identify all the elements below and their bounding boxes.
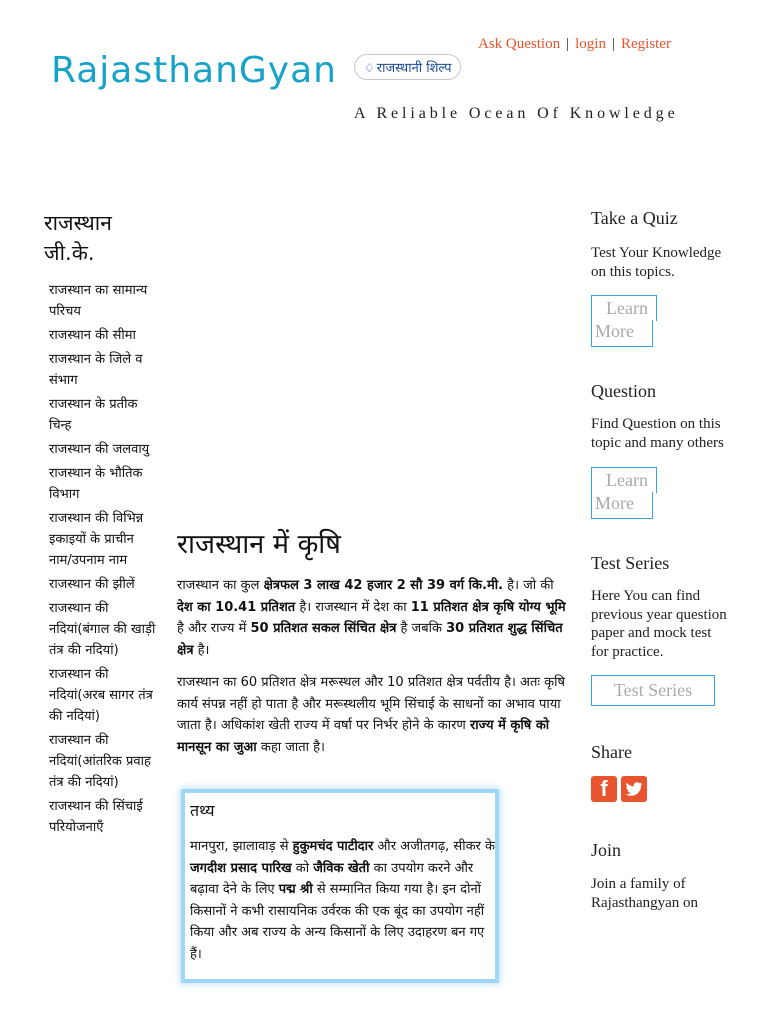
- category-tag[interactable]: [354, 54, 461, 80]
- topic-item[interactable]: राजस्थान की विभिन्न इकाइयों के प्राचीन नाम/उपनाम नाम: [49, 511, 144, 568]
- fact-title: तथ्य: [190, 801, 215, 820]
- category-tag-label: राजस्थानी शिल्प: [376, 61, 452, 76]
- tag-icon: ♢: [364, 61, 375, 75]
- fact-text: मानपुरा, झालावाड़ से हुकुमचंद पाटीदार और अजीतगढ़, सीकर के जगदीश प्रसाद पारिख को जैविक खेती का उपयोग करने और बढ़ावा देने के लिए पद्म श्री से सम्मानित किया गया है। इन दोनों किसानों ने कभी रासायनिक उर्वरक की एक बूंद का उपयोग नहीं किया और अब राज्य के अन्य किसानों के लिए उदाहरण बन गए हैं।: [190, 839, 495, 962]
- join-text: Join a family of Rajasthangyan on: [591, 876, 699, 911]
- article-paragraph: राजस्थान का कुल क्षेत्रफल 3 लाख 42 हजार 2 सौ 39 वर्ग कि.मी. है। जो की देश का 10.41 प्रतिशत है। राजस्थान में देश का 11 प्रतिशत क्षेत्र कृषि योग्य भूमि है और राज्य में 50 प्रतिशत सकल सिंचित क्षेत्र है जबकि 30 प्रतिशत शुद्ध सिंचित क्षेत्र है।: [177, 578, 566, 658]
- site-tagline: A Reliable Ocean Of Knowledge: [354, 105, 679, 122]
- left-sidebar: [44, 208, 160, 841]
- topic-item[interactable]: राजस्थान की नदियां(बंगाल की खाड़ी तंत्र की नदियां): [49, 601, 156, 658]
- quiz-learn-more-button[interactable]: Learn More: [591, 295, 657, 347]
- topic-item[interactable]: राजस्थान की सिंचाई परियोजनाएँ: [49, 799, 143, 835]
- topic-item[interactable]: राजस्थान की नदियां(आंतरिक प्रवाह तंत्र की नदियां): [49, 733, 151, 790]
- topic-list: [44, 280, 160, 838]
- article-title: राजस्थान में कृषि: [177, 529, 341, 560]
- quiz-text: Test Your Knowledge on this topics.: [591, 245, 722, 280]
- site-logo[interactable]: RajasthanGyan: [51, 50, 337, 91]
- share-icons: [591, 776, 731, 802]
- left-sidebar-title: राजस्थान जी.के.: [44, 211, 112, 265]
- right-sidebar: [591, 206, 731, 912]
- link-separator: |: [611, 36, 615, 52]
- topic-item[interactable]: राजस्थान के जिले व संभाग: [49, 352, 143, 388]
- share-heading: Share: [591, 742, 632, 762]
- topic-item[interactable]: राजस्थान के प्रतीक चिन्ह: [49, 397, 138, 433]
- article: [177, 524, 567, 769]
- quiz-heading: Take a Quiz: [591, 208, 678, 228]
- twitter-icon[interactable]: [621, 776, 647, 802]
- test-series-heading: Test Series: [591, 553, 670, 573]
- top-nav-links: [478, 36, 671, 53]
- topic-item[interactable]: राजस्थान की नदियां(अरब सागर तंत्र की नदियां): [49, 667, 153, 724]
- article-paragraph: राजस्थान का 60 प्रतिशत क्षेत्र मरूस्थल और 10 प्रतिशत क्षेत्र पर्वतीय है। अतः कृषि कार्य संपन्न नहीं हो पाता है और मरूस्थलीय भूमि सिंचाई के साधनों का अभाव पाया जाता है। अधिकांश खेती राज्य में वर्षा पर निर्भर होने के कारण राज्य में कृषि को मानसून का जुआ कहा जाता है।: [177, 675, 566, 755]
- topic-item[interactable]: राजस्थान के भौतिक विभाग: [49, 466, 143, 502]
- register-link[interactable]: Register: [620, 36, 671, 52]
- link-separator: |: [566, 36, 570, 52]
- topic-item[interactable]: राजस्थान की जलवायु: [49, 442, 150, 457]
- question-text: Find Question on this topic and many others: [591, 416, 724, 451]
- test-series-button[interactable]: Test Series: [591, 675, 715, 706]
- topic-item[interactable]: राजस्थान का सामान्य परिचय: [49, 283, 148, 319]
- topic-item[interactable]: राजस्थान की झीलें: [49, 577, 135, 592]
- question-heading: Question: [591, 381, 656, 401]
- join-heading: Join: [591, 840, 622, 860]
- test-series-text: Here You can find previous year question paper and mock test for practice.: [591, 588, 727, 660]
- login-link[interactable]: login: [575, 36, 606, 52]
- fact-box: [181, 789, 499, 983]
- ask-question-link[interactable]: Ask Question: [478, 36, 561, 52]
- question-learn-more-button[interactable]: Learn More: [591, 467, 657, 519]
- facebook-icon[interactable]: f: [591, 776, 617, 802]
- topic-item[interactable]: राजस्थान की सीमा: [49, 328, 136, 343]
